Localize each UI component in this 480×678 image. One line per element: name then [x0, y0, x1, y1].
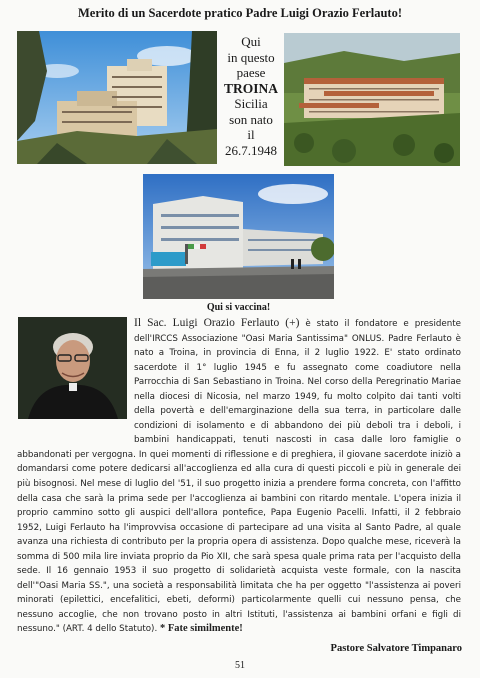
article-body — [17, 316, 461, 637]
birthplace-line: in questo — [227, 49, 275, 65]
page-title: Merito di un Sacerdote pratico Padre Luigi Orazio Ferlauto! — [77, 6, 403, 20]
birthplace-line: il — [247, 127, 255, 142]
page-number: 51 — [235, 660, 245, 671]
oasi-aerial-photo — [284, 33, 460, 166]
birthplace-line: Qui — [241, 34, 261, 49]
article-text: è stato il fondatore e presidente dell'IRCCS Associazione "Oasi Maria Santissima" ONLUS. Padre Ferlauto è nato a Troina, in provincia di Enna, il 2 luglio 1922. E' stato ordinato sacerdote il 1° luglio 1945 e fu assegnato come coadiutore nella Parrocchia di San Sebastiano in Troina. Nel corso della Peregrinatio Mariae nella diocesi di Nicosia, nel marzo 1949, fu molto colpito dai tanti volti della povertà e dell'emarginazione della sua terra, in particolare dalle condizioni di isolamento e di abbandono dei più deboli tra i deboli, i bambini handicappati, tenuti nascosti in casa dalle loro famiglie o abbandonati per vergogna. In quei momenti di riflessione e di preghiera, il giovane sacerdote iniziò a domandarsi come potere dedicarsi all'accoglienza ed alla cura di questi piccoli e più in generale dei più bisognosi. Nel mese di luglio del '51, il suo progetto inizia a prendere forma concreta, con l'affitto della casa che sarà la prima sede per l'accoglienza ai bambini con ritardo mentale. L'opera inizia il proprio cammino sotto gli auspici dell'allora pontefice, Papa Eugenio Pacelli. Infatti, il 2 febbraio 1952, Luigi Ferlauto ha l'improvvisa occasione di partecipare ad una visita al Santo Padre, al quale avanza una richiesta di contributo per la propria opera di assistenza. Dopo qualche mese, riceverà la somma di 500 mila lire inviata proprio da Pio XII, che sarà spesa quale prima rata per l'acquisto della sede. Il 16 gennaio 1953 il suo progetto di solidarietà acquista veste formale, con la nascita dell'"Oasi Maria SS.", una società a responsabilità limitata che ha per oggetto "l'assistenza ai poveri minorati (epilettici, encefalitici, ebeti, deformi) particolarmente quelli cui nessuno pensa, che nessuno accoglie, che non trovano posto in altri Istituti, l'assistenza ai bambini orfani e figli di nessuno." (ART. 4 dello Statuto). — [17, 319, 461, 635]
troina-building-photo — [17, 31, 217, 164]
birthplace-line: paese — [236, 65, 266, 80]
birthplace-note — [218, 34, 284, 158]
author-signature: Pastore Salvatore Timpanaro — [330, 643, 462, 654]
birth-date: 26.7.1948 — [225, 142, 277, 158]
birthplace-line: son nato — [229, 111, 273, 127]
photo-caption: Qui si vaccina! — [206, 302, 271, 313]
birthplace-line: Sicilia — [234, 96, 268, 111]
article-lead: Il Sac. Luigi Orazio Ferlauto (+) — [134, 317, 300, 329]
closing-exhortation: * Fate similmente! — [159, 623, 243, 635]
vaccination-center-photo — [143, 174, 334, 299]
town-name: TROINA — [223, 80, 278, 96]
